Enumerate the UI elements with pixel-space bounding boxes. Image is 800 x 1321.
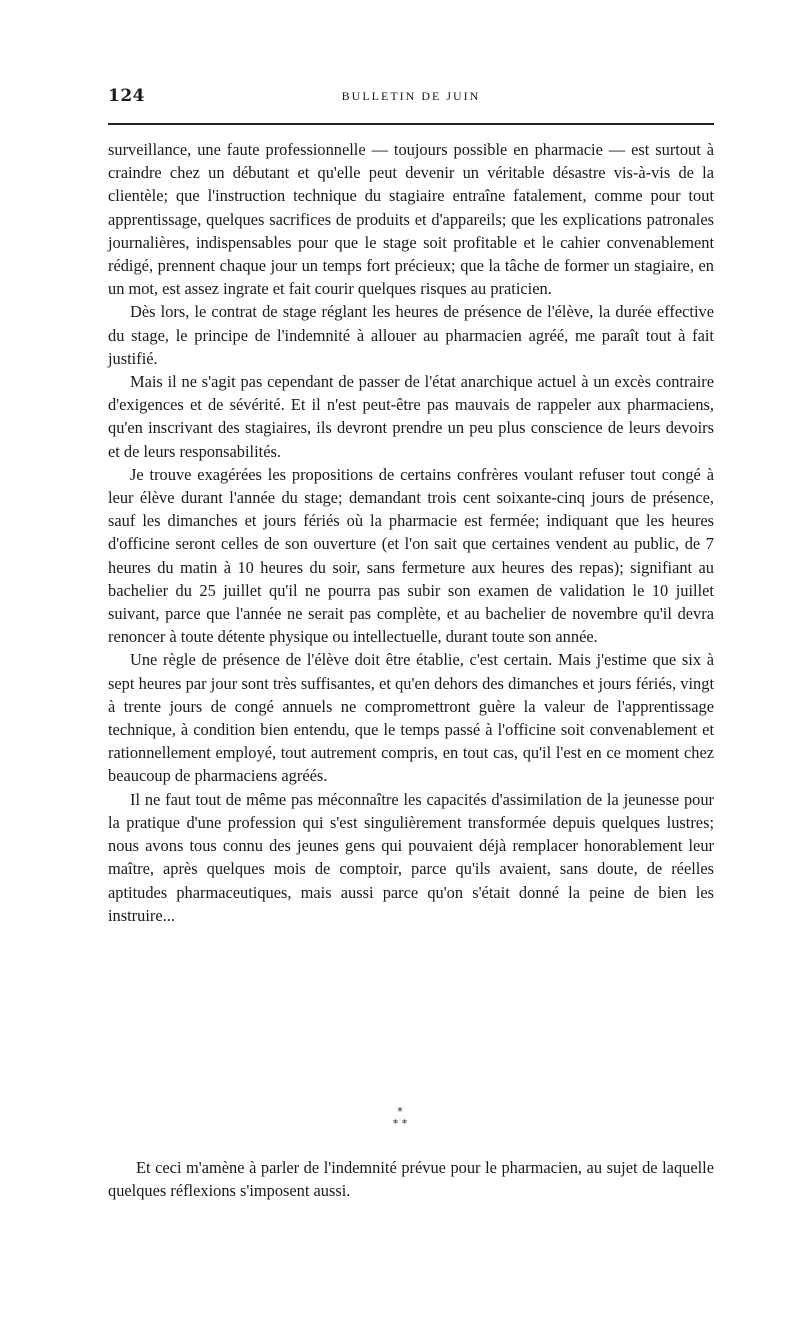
body-text: [108, 138, 714, 927]
paragraph: Il ne faut tout de même pas méconnaître les capacités d'assimilation de la jeunesse pour la pratique d'une profession qui s'est singulièrement transformée depuis quelques lustres; nous avons tous connu des jeunes gens qui pouvaient déjà remplacer honorablement leur maître, après quelques mois de comptoir, parce qu'ils avaient, sans doute, de réelles aptitudes pharmaceutiques, mais aussi parce qu'on s'était donné la peine de bien les instruire...: [108, 789, 714, 925]
closing-text: [108, 1156, 714, 1202]
asterism-top: *: [397, 1105, 403, 1118]
paragraph: Dès lors, le contrat de stage réglant les heures de présence de l'élève, la durée effective du stage, le principe de l'indemnité à allouer au pharmacien agréé, me paraît tout à fait justifié.: [108, 302, 714, 368]
closing-paragraph: Et ceci m'amène à parler de l'indemnité prévue pour le pharmacien, au sujet de laquelle quelques réflexions s'imposent aussi.: [108, 1158, 714, 1201]
header-rule: [108, 123, 714, 125]
running-title: BULLETIN DE JUIN: [341, 89, 481, 103]
asterism-bottom: * *: [392, 1117, 408, 1130]
paragraph: Je trouve exagérées les propositions de certains confrères voulant refuser tout congé à leur élève durant l'année du stage; demandant trois cent soixante-cinq jours de présence, sauf les dimanches et jours fériés où la pharmacie est fermée; indiquant que les heures d'officine seront celles de son ouverture (et l'on sait que certaines vendent au public, de 7 heures du matin à 10 heures du soir, sans fermeture aux heures des repas); signifiant au bachelier du 25 juillet qu'il ne pourra pas subir son examen de validation le 10 juillet suivant, parce que l'année ne serait pas complète, et au bachelier de novembre qu'il devra renoncer à toute détente physique ou intellectuelle, durant toute son année.: [108, 464, 714, 647]
page-number: 124: [108, 86, 145, 106]
paragraph: Mais il ne s'agit pas cependant de passer de l'état anarchique actuel à un excès contraire d'exigences et de sévérité. Et il n'est peut-être pas mauvais de rappeler aux pharmaciens, qu'en inscrivant des stagiaires, ils devront prendre un peu plus conscience de leurs devoirs et de leurs responsabilités.: [108, 372, 714, 461]
paragraph: Une règle de présence de l'élève doit être établie, c'est certain. Mais j'estime que six à sept heures par jour sont très suffisantes, et qu'en dehors des dimanches et jours fériés, vingt à trente jours de congé annuels ne compromettront guère la valeur de l'apprentissage technique, à condition bien entendu, que le temps passé à l'officine soit convenablement et rationnellement employé, tout autrement compris, en tout cas, qu'il l'est en ce moment chez beaucoup de pharmaciens agréés.: [108, 650, 714, 786]
section-asterism: [370, 1106, 430, 1140]
paragraph: surveillance, une faute professionnelle — toujours possible en pharmacie — est surtout à craindre chez un débutant et qu'elle peut devenir un véritable désastre vis-à-vis de la clientèle; que l'instruction technique du stagiaire entraîne fatalement, comme pour tout apprentissage, quelques sacrifices de produits et d'appareils; que les explications patronales journalières, indispensables pour que le stage soit profitable et le cahier convenablement rédigé, prennent chaque jour un temps fort précieux; que la tâche de former un stagiaire, en un mot, est assez ingrate et fait courir quelques risques au praticien.: [108, 140, 714, 299]
page-header: [108, 86, 714, 112]
